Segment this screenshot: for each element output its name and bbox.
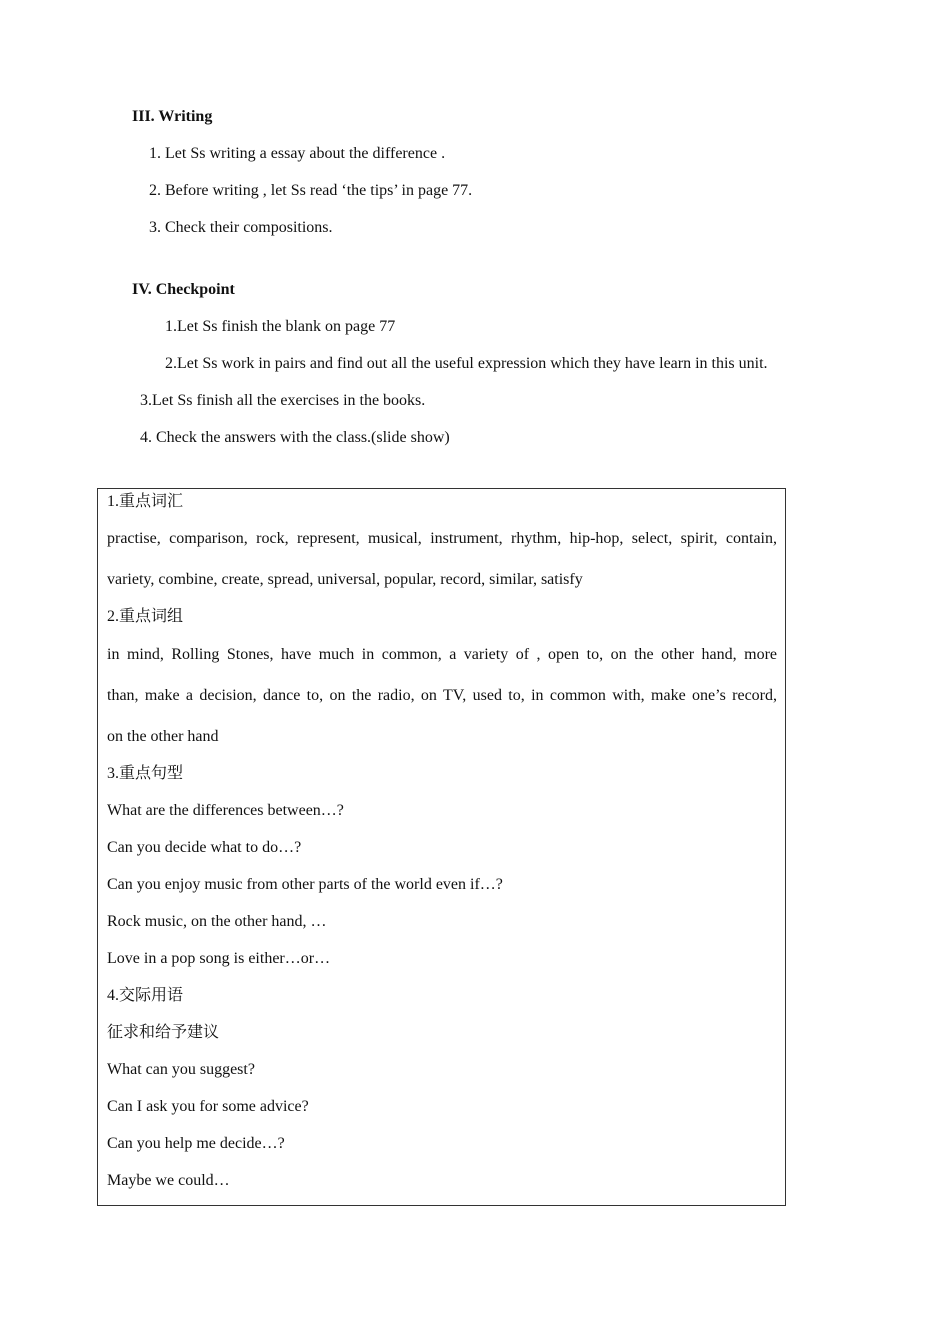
expressions-heading: 4.交际用语 [107,987,184,1004]
checkpoint-heading: IV. Checkpoint [132,281,235,298]
summary-box [97,488,786,1206]
expression-4: Maybe we could… [107,1172,230,1189]
expression-1: What can you suggest? [107,1061,255,1078]
phrases-line-1: in mind, Rolling Stones, have much in common, a variety of , open to, on the other hand, more [107,646,777,663]
phrases-line-3: on the other hand [107,728,219,745]
expression-2: Can I ask you for some advice? [107,1098,309,1115]
vocab-line-2: variety, combine, create, spread, universal, popular, record, similar, satisfy [107,571,583,588]
phrases-heading: 2.重点词组 [107,608,184,625]
writing-item-1: 1. Let Ss writing a essay about the difference . [149,145,446,162]
phrases-line-2: than, make a decision, dance to, on the radio, on TV, used to, in common with, make one’s record, [107,687,777,704]
checkpoint-item-2: 2.Let Ss work in pairs and find out all the useful expression which they have learn in this unit. [165,355,768,372]
vocab-heading: 1.重点词汇 [107,493,184,510]
checkpoint-item-3: 3.Let Ss finish all the exercises in the books. [140,392,426,409]
writing-item-3: 3. Check their compositions. [149,219,333,236]
sentences-heading: 3.重点句型 [107,765,184,782]
checkpoint-item-1: 1.Let Ss finish the blank on page 77 [165,318,396,335]
writing-heading: III. Writing [132,108,213,125]
expression-3: Can you help me decide…? [107,1135,285,1152]
sentence-4: Rock music, on the other hand, … [107,913,327,930]
sentence-2: Can you decide what to do…? [107,839,302,856]
expressions-subheading: 征求和给予建议 [107,1024,220,1041]
sentence-5: Love in a pop song is either…or… [107,950,331,967]
checkpoint-item-4: 4. Check the answers with the class.(slide show) [140,429,450,446]
writing-item-2: 2. Before writing , let Ss read ‘the tips’ in page 77. [149,182,473,199]
sentence-1: What are the differences between…? [107,802,344,819]
vocab-line-1: practise, comparison, rock, represent, musical, instrument, rhythm, hip-hop, select, spirit, contain, [107,530,777,547]
sentence-3: Can you enjoy music from other parts of the world even if…? [107,876,503,893]
